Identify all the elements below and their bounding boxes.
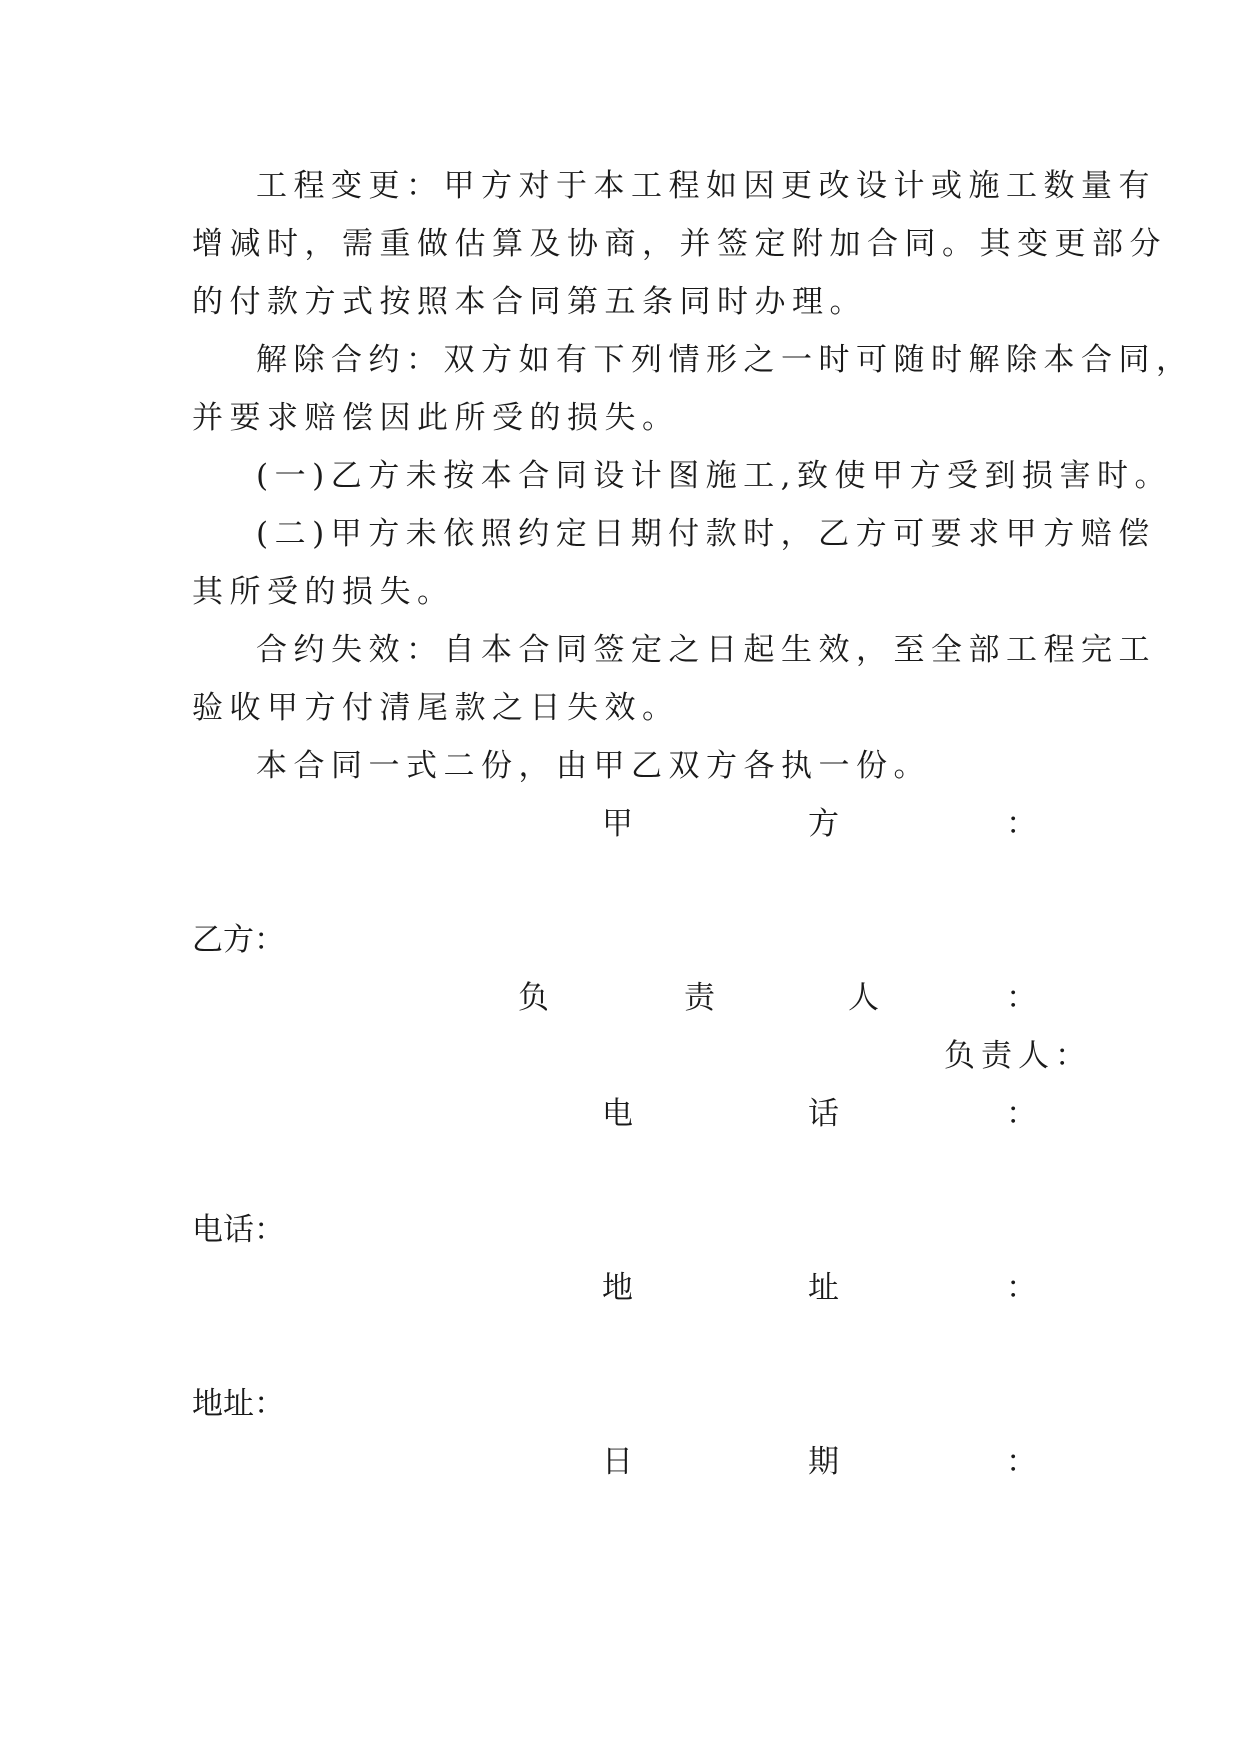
party-a-responsible-char-1: 负 bbox=[518, 980, 549, 1016]
party-b-responsible-label: 负责人： bbox=[944, 1038, 1092, 1074]
party-a-responsible-colon: ： bbox=[1006, 980, 1037, 1016]
party-a-phone-char-1: 电 bbox=[602, 1096, 633, 1132]
party-a-date-char-2: 期 bbox=[808, 1444, 839, 1480]
paragraph-termination-line-1: 解除合约：双方如有下列情形之一时可随时解除本合同， bbox=[256, 342, 1194, 378]
party-a-label-colon: ： bbox=[1006, 806, 1037, 842]
paragraph-expiry-line-1: 合约失效：自本合同签定之日起生效，至全部工程完工 bbox=[256, 632, 1156, 668]
paragraph-termination-line-2: 并要求赔偿因此所受的损失。 bbox=[192, 400, 680, 436]
paragraph-engineering-change-line-3: 的付款方式按照本合同第五条同时办理。 bbox=[192, 284, 867, 320]
paragraph-copies: 本合同一式二份，由甲乙双方各执一份。 bbox=[256, 748, 931, 784]
party-a-responsible-char-3: 人 bbox=[848, 980, 879, 1016]
party-a-responsible-char-2: 责 bbox=[684, 980, 715, 1016]
clause-item-1: (一)乙方未按本合同设计图施工,致使甲方受到损害时。 bbox=[256, 458, 1173, 494]
paragraph-expiry-line-2: 验收甲方付清尾款之日失效。 bbox=[192, 690, 680, 726]
party-a-phone-colon: ： bbox=[1006, 1096, 1037, 1132]
party-a-phone-char-2: 话 bbox=[808, 1096, 839, 1132]
party-b-address-label: 地址： bbox=[192, 1386, 285, 1422]
paragraph-engineering-change-line-2: 增减时，需重做估算及协商，并签定附加合同。其变更部分 bbox=[192, 226, 1167, 262]
party-b-label: 乙方： bbox=[192, 922, 285, 958]
party-a-address-char-1: 地 bbox=[602, 1270, 633, 1306]
party-a-address-char-2: 址 bbox=[808, 1270, 839, 1306]
party-a-date-char-1: 日 bbox=[602, 1444, 633, 1480]
clause-item-2-line-1: (二)甲方未依照约定日期付款时，乙方可要求甲方赔偿 bbox=[256, 516, 1156, 552]
party-b-phone-label: 电话： bbox=[192, 1212, 285, 1248]
party-a-label-char-1: 甲 bbox=[602, 806, 633, 842]
party-a-label-char-2: 方 bbox=[808, 806, 839, 842]
party-a-date-colon: ： bbox=[1006, 1444, 1037, 1480]
paragraph-engineering-change-line-1: 工程变更：甲方对于本工程如因更改设计或施工数量有 bbox=[256, 168, 1156, 204]
clause-item-2-line-2: 其所受的损失。 bbox=[192, 574, 455, 610]
party-a-address-colon: ： bbox=[1006, 1270, 1037, 1306]
